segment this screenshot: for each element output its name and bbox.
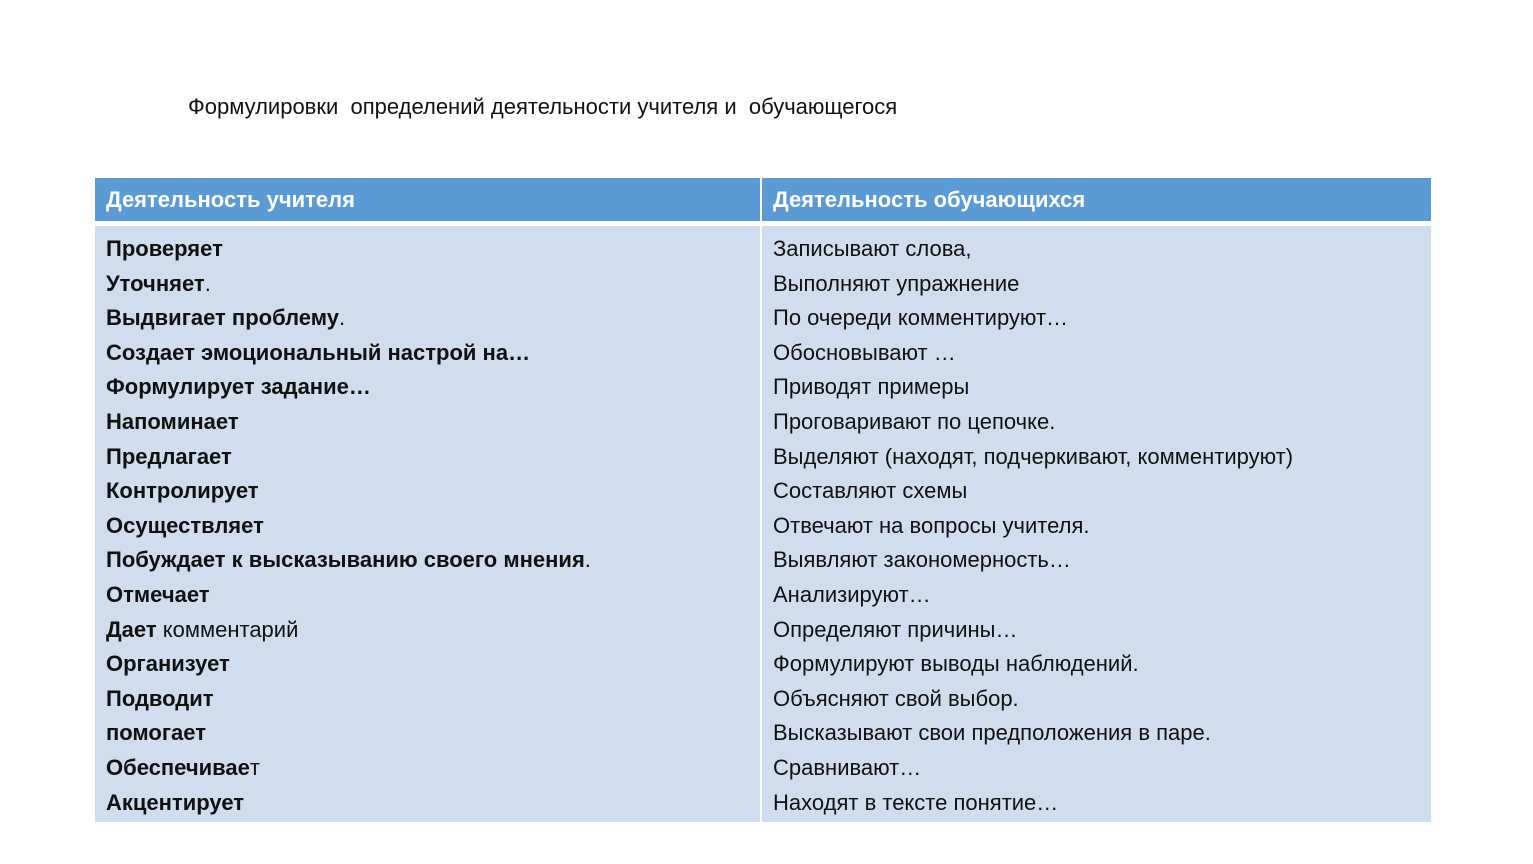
teacher-activity-verb: Уточняет <box>106 270 205 296</box>
teacher-activity-verb: помогает <box>106 720 206 746</box>
student-activity-cell: По очереди комментируют… <box>773 305 1069 331</box>
teacher-activity-cell <box>106 509 760 544</box>
teacher-activity-cell <box>106 405 760 440</box>
teacher-activity-verb: Формулирует задание… <box>106 374 371 400</box>
teacher-activity-verb: Дает <box>106 616 157 642</box>
header-student-activity: Деятельность обучающихся <box>773 187 1086 212</box>
student-activity-cell: Находят в тексте понятие… <box>773 789 1059 815</box>
teacher-activity-verb: Акцентирует <box>106 789 245 815</box>
student-activity-cell: Выявляют закономерность… <box>773 547 1071 573</box>
student-activity-cell: Записывают слова, <box>773 236 972 261</box>
teacher-activity-verb: Побуждает к высказыванию своего мнения <box>106 547 585 573</box>
student-activity-cell: Выделяют (находят, подчеркивают, комментируют) <box>773 443 1294 469</box>
student-activity-cell: Отвечают на вопросы учителя. <box>773 512 1090 538</box>
teacher-activity-cell <box>106 336 760 371</box>
student-activity-cell: Сравнивают… <box>773 754 922 780</box>
teacher-activity-cell <box>106 440 760 475</box>
header-teacher-activity: Деятельность учителя <box>95 178 762 221</box>
teacher-activity-cell <box>106 267 760 302</box>
teacher-activity-cell <box>106 613 760 648</box>
student-activity-cell: Выполняют упражнение <box>773 270 1020 296</box>
teacher-activity-column <box>95 226 762 822</box>
teacher-activity-cell <box>106 786 760 821</box>
student-activity-column <box>762 226 1431 822</box>
teacher-activity-cell <box>106 578 760 613</box>
teacher-activity-cell <box>106 751 760 786</box>
teacher-activity-verb: Напоминает <box>106 408 239 434</box>
teacher-activity-verb: Подводит <box>106 685 214 711</box>
teacher-activity-verb: Предлагает <box>106 443 232 469</box>
student-activity-cell: Высказывают свои предположения в паре. <box>773 720 1211 746</box>
teacher-activity-verb: Отмечает <box>106 581 210 607</box>
teacher-activity-cell <box>106 716 760 751</box>
teacher-activity-cell <box>106 543 760 578</box>
student-activity-cell: Объясняют свой выбор. <box>773 685 1019 711</box>
teacher-activity-remainder: . <box>584 547 591 573</box>
student-activity-cell: Анализируют… <box>773 581 931 607</box>
teacher-activity-cell <box>106 647 760 682</box>
teacher-activity-cell <box>106 682 760 717</box>
student-activity-cell: Определяют причины… <box>773 616 1018 642</box>
student-activity-cell: Обосновывают … <box>773 339 956 365</box>
teacher-activity-remainder: комментарий <box>156 616 299 642</box>
table-header-row <box>95 178 1431 221</box>
teacher-activity-verb: Организует <box>106 651 230 677</box>
student-activity-cell: Составляют схемы <box>773 478 968 504</box>
teacher-activity-verb: Контролирует <box>106 478 259 504</box>
table-body <box>95 226 1431 822</box>
teacher-activity-remainder: т <box>249 754 260 780</box>
teacher-activity-cell <box>106 232 760 267</box>
student-activity-cell: Проговаривают по цепочке. <box>773 408 1056 434</box>
teacher-activity-verb: Осуществляет <box>106 512 264 538</box>
activity-table <box>95 178 1431 822</box>
student-activity-cell: Приводят примеры <box>773 374 970 400</box>
teacher-activity-cell <box>106 301 760 336</box>
teacher-activity-verb: Создает эмоциональный настрой на… <box>106 339 531 365</box>
teacher-activity-verb: Выдвигает проблему <box>106 305 339 331</box>
teacher-activity-remainder: . <box>204 270 211 296</box>
teacher-activity-cell <box>106 370 760 405</box>
slide-title: Формулировки определений деятельности учителя и обучающегося <box>188 94 898 119</box>
teacher-activity-verb: Обеспечивае <box>106 754 250 780</box>
student-activity-cell: Формулируют выводы наблюдений. <box>773 651 1139 677</box>
teacher-activity-verb: Проверяет <box>106 236 223 261</box>
teacher-activity-remainder: . <box>338 305 346 331</box>
teacher-activity-cell <box>106 474 760 509</box>
